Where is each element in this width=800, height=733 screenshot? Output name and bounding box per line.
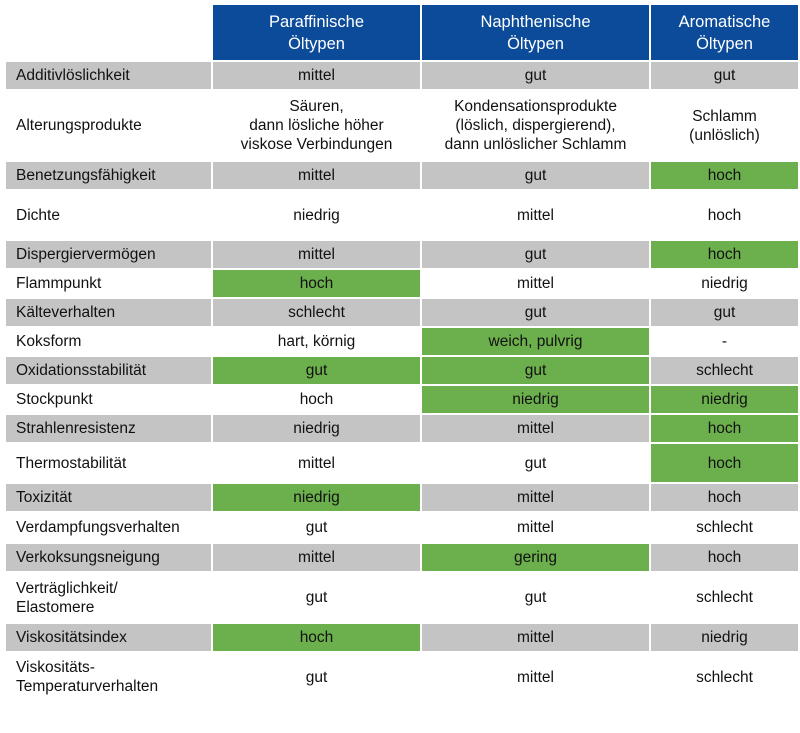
aromatic-value: gut bbox=[651, 62, 798, 89]
table-row bbox=[6, 513, 798, 542]
aromatic-value: niedrig bbox=[651, 386, 798, 413]
naphthenic-value: gut bbox=[422, 357, 649, 384]
table-row bbox=[6, 484, 798, 511]
naphthenic-value: mittel bbox=[422, 484, 649, 511]
corner-cell bbox=[6, 5, 211, 60]
naphthenic-value: gut bbox=[422, 162, 649, 189]
aromatic-value: - bbox=[651, 328, 798, 355]
naphthenic-value: gut bbox=[422, 573, 649, 622]
property-label: Alterungsprodukte bbox=[6, 91, 211, 160]
aromatic-value: gut bbox=[651, 299, 798, 326]
aromatic-value: hoch bbox=[651, 415, 798, 442]
property-label: Verdampfungsverhalten bbox=[6, 513, 211, 542]
paraffinic-value: mittel bbox=[213, 544, 420, 571]
naphthenic-value: gut bbox=[422, 444, 649, 482]
naphthenic-value: gut bbox=[422, 241, 649, 268]
naphthenic-value: mittel bbox=[422, 513, 649, 542]
aromatic-value: hoch bbox=[651, 191, 798, 239]
property-label: Oxidationsstabilität bbox=[6, 357, 211, 384]
paraffinic-value: niedrig bbox=[213, 191, 420, 239]
paraffinic-value: niedrig bbox=[213, 415, 420, 442]
table-row bbox=[6, 386, 798, 413]
paraffinic-value: hoch bbox=[213, 270, 420, 297]
property-label: Strahlenresistenz bbox=[6, 415, 211, 442]
aromatic-value: hoch bbox=[651, 162, 798, 189]
naphthenic-value: gut bbox=[422, 299, 649, 326]
table-row bbox=[6, 191, 798, 239]
paraffinic-value: mittel bbox=[213, 241, 420, 268]
aromatic-value: schlecht bbox=[651, 573, 798, 622]
table-row bbox=[6, 91, 798, 160]
paraffinic-value: hart, körnig bbox=[213, 328, 420, 355]
paraffinic-value: niedrig bbox=[213, 484, 420, 511]
aromatic-value: Schlamm (unlöslich) bbox=[651, 91, 798, 160]
aromatic-value: schlecht bbox=[651, 357, 798, 384]
paraffinic-value: Säuren, dann lösliche höher viskose Verbindungen bbox=[213, 91, 420, 160]
property-label: Verkoksungsneigung bbox=[6, 544, 211, 571]
property-label: Flammpunkt bbox=[6, 270, 211, 297]
naphthenic-value: niedrig bbox=[422, 386, 649, 413]
table-row bbox=[6, 357, 798, 384]
property-label: Viskositäts- Temperaturverhalten bbox=[6, 653, 211, 701]
paraffinic-value: schlecht bbox=[213, 299, 420, 326]
paraffinic-value: mittel bbox=[213, 62, 420, 89]
paraffinic-value: gut bbox=[213, 573, 420, 622]
table-row bbox=[6, 62, 798, 89]
naphthenic-value: mittel bbox=[422, 653, 649, 701]
table-row bbox=[6, 328, 798, 355]
property-label: Dichte bbox=[6, 191, 211, 239]
naphthenic-value: Kondensationsprodukte (löslich, dispergierend), dann unlöslicher Schlamm bbox=[422, 91, 649, 160]
naphthenic-value: gering bbox=[422, 544, 649, 571]
naphthenic-value: mittel bbox=[422, 191, 649, 239]
aromatic-value: schlecht bbox=[651, 513, 798, 542]
paraffinic-value: gut bbox=[213, 357, 420, 384]
header-aromatic: Aromatische Öltypen bbox=[651, 5, 798, 60]
naphthenic-value: mittel bbox=[422, 415, 649, 442]
naphthenic-value: mittel bbox=[422, 624, 649, 651]
property-label: Viskositätsindex bbox=[6, 624, 211, 651]
property-label: Koksform bbox=[6, 328, 211, 355]
table-row bbox=[6, 270, 798, 297]
table-row bbox=[6, 573, 798, 622]
paraffinic-value: mittel bbox=[213, 444, 420, 482]
oil-type-comparison-table bbox=[4, 3, 800, 703]
table-row bbox=[6, 241, 798, 268]
property-label: Stockpunkt bbox=[6, 386, 211, 413]
aromatic-value: hoch bbox=[651, 444, 798, 482]
property-label: Thermostabilität bbox=[6, 444, 211, 482]
naphthenic-value: weich, pulvrig bbox=[422, 328, 649, 355]
property-label: Dispergiervermögen bbox=[6, 241, 211, 268]
aromatic-value: hoch bbox=[651, 484, 798, 511]
header-row bbox=[6, 5, 798, 60]
naphthenic-value: gut bbox=[422, 62, 649, 89]
paraffinic-value: hoch bbox=[213, 624, 420, 651]
paraffinic-value: gut bbox=[213, 513, 420, 542]
naphthenic-value: mittel bbox=[422, 270, 649, 297]
aromatic-value: niedrig bbox=[651, 624, 798, 651]
paraffinic-value: mittel bbox=[213, 162, 420, 189]
table-row bbox=[6, 444, 798, 482]
property-label: Kälteverhalten bbox=[6, 299, 211, 326]
property-label: Verträglichkeit/ Elastomere bbox=[6, 573, 211, 622]
header-paraffinic: Paraffinische Öltypen bbox=[213, 5, 420, 60]
table-row bbox=[6, 299, 798, 326]
paraffinic-value: hoch bbox=[213, 386, 420, 413]
aromatic-value: niedrig bbox=[651, 270, 798, 297]
property-label: Additivlöslichkeit bbox=[6, 62, 211, 89]
table-row bbox=[6, 653, 798, 701]
table-row bbox=[6, 624, 798, 651]
paraffinic-value: gut bbox=[213, 653, 420, 701]
table-row bbox=[6, 415, 798, 442]
table-row bbox=[6, 162, 798, 189]
table-row bbox=[6, 544, 798, 571]
aromatic-value: hoch bbox=[651, 544, 798, 571]
header-naphthenic: Naphthenische Öltypen bbox=[422, 5, 649, 60]
property-label: Benetzungsfähigkeit bbox=[6, 162, 211, 189]
aromatic-value: hoch bbox=[651, 241, 798, 268]
property-label: Toxizität bbox=[6, 484, 211, 511]
aromatic-value: schlecht bbox=[651, 653, 798, 701]
